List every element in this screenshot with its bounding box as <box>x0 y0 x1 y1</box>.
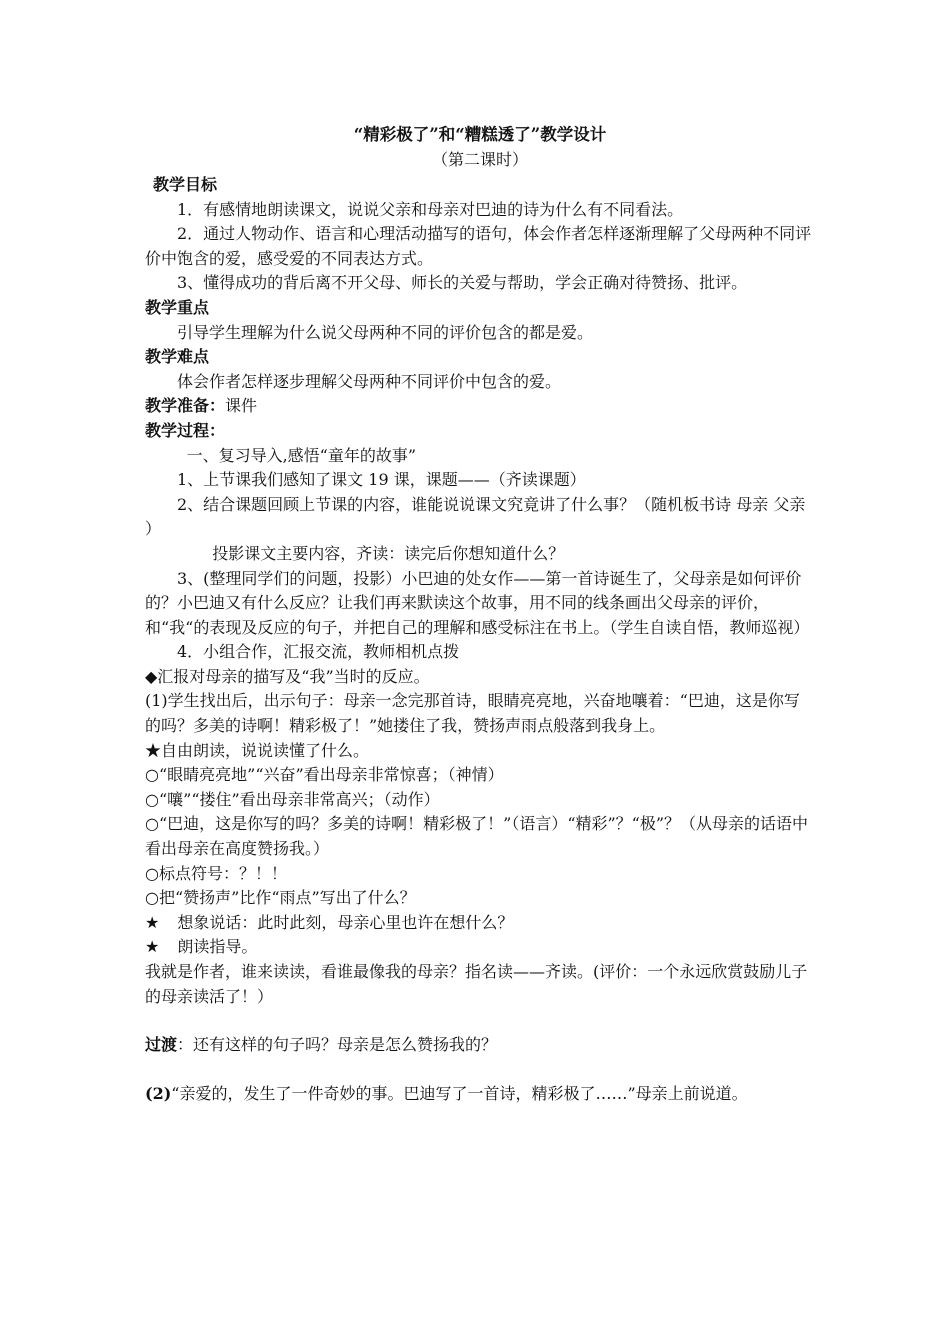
goal-item-3: 3、懂得成功的背后离不开父母、师长的关爱与帮助，学会正确对待赞扬、批评。 <box>177 273 748 293</box>
document-title: “精彩极了”和“糟糕透了”教学设计 <box>353 125 607 144</box>
comment-2: ○“嚷”“搂住”看出母亲非常高兴；（动作） <box>145 789 440 809</box>
transition-label: 过渡 <box>145 1035 178 1055</box>
prep-line <box>145 394 815 419</box>
question-1-text: (1)学生找出后，出示句子：母亲一念完那首诗，眼睛亮亮地，兴奋地嚷着：“巴迪，这是你写的吗？多美的诗啊！精彩极了！”她搂住了我，赞扬声雨点般落到我身上。 <box>145 691 800 736</box>
report-mother: ◆汇报对母亲的描写及“我”当时的反应。 <box>145 666 430 686</box>
read-aloud-line: 我就是作者，谁来读读，看谁最像我的母亲？指名读——齐读。(评价：一个永远欣赏鼓励儿子的母亲读活了！） <box>145 962 808 1006</box>
goal-item-1: 1．有感情地朗读课文，说说父亲和母亲对巴迪的诗为什么有不同看法。 <box>177 199 684 219</box>
free-read-line: ★自由朗读，说说读懂了什么。 <box>145 740 370 760</box>
goal-item-2: 2．通过人物动作、语言和心理活动描写的语句，体会作者怎样逐渐理解了父母两种不同评价中饱含的爱，感受爱的不同表达方式。 <box>145 224 812 268</box>
process-section-1: 一、复习导入,感悟“童年的故事” <box>186 445 417 465</box>
spacer <box>145 1009 815 1033</box>
process-step-3: 3、(整理同学们的问题，投影）小巴迪的处女作——第一首诗诞生了，父母亲是如何评价的？小巴迪又有什么反应？让我们再来默读这个故事，用不同的线条画出父母亲的评价，和“我“的表现及反应的句子，并把自己的理解和感受标注在书上。（学生自读自悟，教师巡视） <box>145 568 810 637</box>
imagine-text: 想象说话：此时此刻，母亲心里也许在想什么？ <box>177 912 514 932</box>
difficulty-heading: 教学难点 <box>145 347 210 367</box>
comment-4: ○标点符号：？！！ <box>145 863 287 883</box>
spacer <box>145 1058 815 1082</box>
process-step-1: 1、上节课我们感知了课文 19 课，课题——（齐读课题） <box>177 470 586 490</box>
comment-3: ○“巴迪，这是你写的吗？多美的诗啊！精彩极了！”（语言）“精彩”？“极”？（从母亲的话语中看出母亲在高度赞扬我。） <box>145 814 809 859</box>
question-2-line <box>145 1082 815 1107</box>
process-step-4: 4．小组合作，汇报交流，教师相机点拨 <box>177 642 460 662</box>
difficulty-text: 体会作者怎样逐步理解父母两种不同评价中包含的爱。 <box>177 371 562 391</box>
goals-heading: 教学目标 <box>153 175 218 194</box>
imagine-line <box>145 911 815 936</box>
key-point-text: 引导学生理解为什么说父母两种不同的评价包含的都是爱。 <box>177 322 594 342</box>
process-step-2: 2、结合课题回顾上节课的内容，谁能说说课文究竟讲了什么事？（随机板书诗 母亲 父亲 ） <box>145 494 806 539</box>
document-page <box>145 122 815 1106</box>
star-icon: ★ <box>145 937 160 957</box>
question-2-text: “亲爱的，发生了一件奇妙的事。巴迪写了一首诗，精彩极了……”母亲上前说道。 <box>171 1083 748 1103</box>
prep-heading: 教学准备： <box>145 396 226 416</box>
guide-line <box>145 935 815 960</box>
transition-text: ：还有这样的句子吗？母亲是怎么赞扬我的？ <box>177 1035 498 1055</box>
star-icon: ★ <box>145 912 160 932</box>
document-subtitle: （第二课时） <box>431 150 528 169</box>
prep-text: 课件 <box>225 396 258 416</box>
transition-line <box>145 1033 815 1058</box>
process-step-2-note: 投影课文主要内容，齐读：读完后你想知道什么？ <box>212 543 565 563</box>
process-heading: 教学过程： <box>145 420 226 440</box>
key-point-heading: 教学重点 <box>145 297 210 317</box>
guide-text: 朗读指导。 <box>177 937 258 957</box>
comment-5: ○把“赞扬声”比作“雨点”写出了什么？ <box>145 888 416 908</box>
question-2-number: (2) <box>145 1083 172 1103</box>
comment-1: ○“眼睛亮亮地”“兴奋”看出母亲非常惊喜；（神情） <box>145 765 504 785</box>
